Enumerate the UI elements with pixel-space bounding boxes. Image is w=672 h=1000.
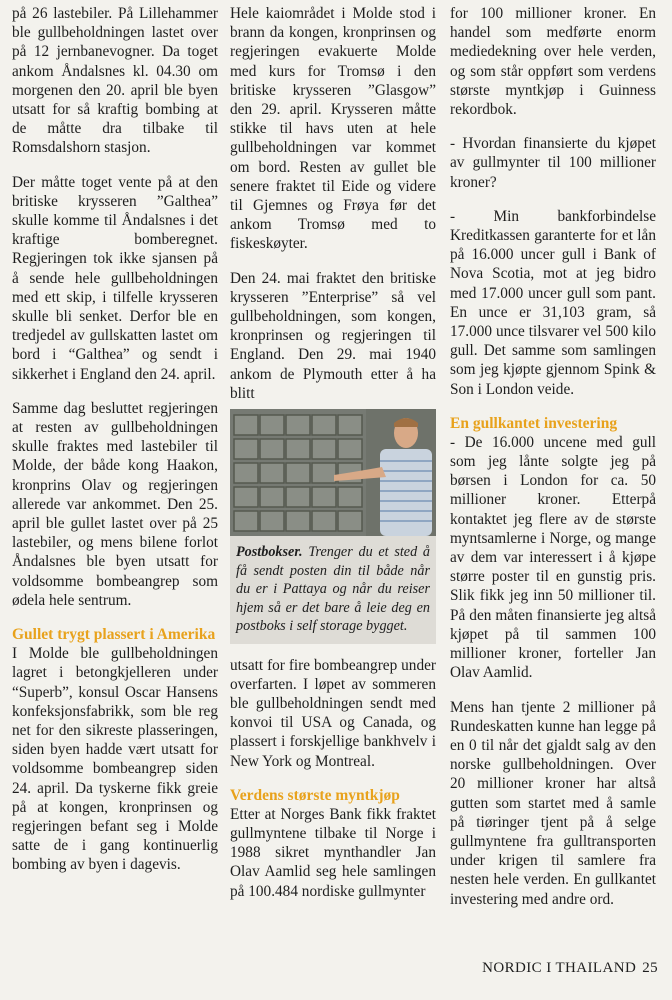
postbox-photo: [230, 409, 436, 536]
col3-paragraph-2: - Hvordan finansierte du kjøpet av gullmynter til 100 millioner kroner?: [450, 135, 656, 191]
section-heading-gold-in-america: Gullet trygt plassert i Amerika: [12, 626, 216, 644]
section-heading-gold-edged-investment: En gullkantet investering: [450, 414, 618, 432]
caption-label: Postbokser.: [236, 544, 303, 561]
col3-paragraph-3: - Min bankforbindelse Kreditkassen garanterte for et lån på 16.000 uncer gull i Bank of Nova Scotia, mot at jeg bidro med 17.000 uncer gull som pant. En unce er 31,103 gram, så 17.000 unce tilsvarer vel 500 kilo gull. Det samme som samlingen som jeg kjøpte gjennom Spink & Son i London veide.: [450, 207, 656, 398]
col2-paragraph-4: Etter at Norges Bank fikk fraktet gullmyntene tilbake til Norge i 1988 sikret mynthandler Jan Olav Aamlid seg hele samlingen på 100.484 nordiske gullmynter: [230, 805, 436, 900]
col3-paragraph-5: Mens han tjente 2 millioner på Rundeskatten kunne han legge på en 0 til når det gjaldt salg av den norske gullbeholdningen. Over 20 millioner kroner har altså gutten som startet med å samle på tiøringer tjent på å selge gullmyntene fra gulltransporten under krigen til samlere fra nesten hele verden. En gullkantet investering med andre ord.: [450, 698, 656, 908]
postbox-photo-image: [230, 409, 436, 536]
col2-paragraph-2: Den 24. mai fraktet den britiske krysseren ”Enterprise” så vel gullbeholdningen, som kongen, kronprinsen og regjeringen til England. Den 29. mai 1940 ankom de Plymouth etter å ha blitt: [230, 269, 436, 402]
column-3: [450, 4, 656, 909]
photo-caption: [230, 536, 436, 644]
col1-paragraph-2: Der måtte toget vente på at den britiske krysseren ”Galthea” skulle komme til Åndalsnes i det kraftige bomberegnet. Regjeringen tok ikke sjansen på å sende hele gullbeholdningen med ett skip, i tilfelle krysseren skulle bli senket. Derfor ble en tredjedel av gullskatten lastet om bord i “Galthea” og sendt i sikkerhet i England den 24. april.: [12, 173, 218, 383]
column-2: [230, 4, 436, 901]
column-1: [12, 4, 218, 875]
page-number: 25: [642, 960, 658, 976]
col3-paragraph-1: for 100 millioner kroner. En handel som medførte enorm mediedekning over hele verden, og som står oppført som verdens største myntkjøp i Guinness rekordbok.: [450, 5, 656, 119]
col2-paragraph-3: utsatt for fire bombeangrep under overfarten. I løpet av sommeren ble gullbeholdningen sendt med konvoi til USA og Canada, og plassert i forskjellige bankhvelv i New York og Montreal.: [230, 656, 436, 770]
section-heading-largest-coin-purchase: Verdens største myntkjøp: [230, 786, 400, 804]
col2-paragraph-1: Hele kaiområdet i Molde stod i brann da kongen, kronprinsen og regjeringen evakuerte Molde med kurs for Tromsø i den britiske krysseren ”Glasgow” den 29. april. Krysseren måtte stikke til havs uten at hele gullbeholdningen var kommet om bord. Resten av gullet ble senere fraktet til Eide og videre til Gjemnes og Frøya før det ankom Tromsø med to fiskeskøyter.: [230, 5, 436, 253]
col1-paragraph-4: I Molde ble gullbeholdningen lagret i betongkjelleren under “Superb”, konsul Oscar Hansens konfeksjonsfabrikk, som ble reg net for den sikreste plasseringen, siden byen hadde vært utsatt for voldsomme bombeangrep siden 24. april. Da tyskerne fikk greie på at kongen, kronprinsen og regjeringen befant seg i Molde satte de i gang kontinuerlig bombing av byen i dagevis.: [12, 645, 218, 874]
page-footer: [458, 960, 658, 977]
magazine-name: NORDIC I THAILAND: [482, 960, 637, 976]
col1-paragraph-3: Samme dag besluttet regjeringen at resten av gullbeholdningen skulle fraktes med lastebiler til Molde, der både kong Haakon, kronprins Olav og regjeringen allerede var ankommet. Den 25. april ble gullet lastet over på 25 lastebiler, og mens bilene forlot Åndalsnes ble byen utsatt for voldsomme bombeangrep som ødela hele sentrum.: [12, 399, 218, 609]
caption-text: Trenger du et sted å få sendt posten din til både når du er i Pattaya og når du reiser hjem så er det bare å leie deg en postboks i self storage bygget.: [236, 544, 431, 635]
col1-paragraph-1: på 26 lastebiler. På Lillehammer ble gullbeholdningen lastet over på 12 jernbanevogner. Da toget ankom Åndalsnes kl. 04.30 om morgenen den 20. april ble byen utsatt for så kraftig bombing at de måtte dra tilbake til Romsdalshorn stasjon.: [12, 5, 218, 157]
col3-paragraph-4: - De 16.000 uncene med gull som jeg lånte solgte jeg på børsen i London for ca. 50 millioner kroner. Etterpå kontaktet jeg flere av de største myntsamlerne i Norge, og mange av dem var interessert i å kjøpe større poster til en gunstig pris. Slik fikk jeg inn 50 millioner til. På den måten finansierte jeg altså kjøpet på til sammen 100 millioner kroner, forteller Jan Olav Aamlid.: [450, 433, 656, 682]
